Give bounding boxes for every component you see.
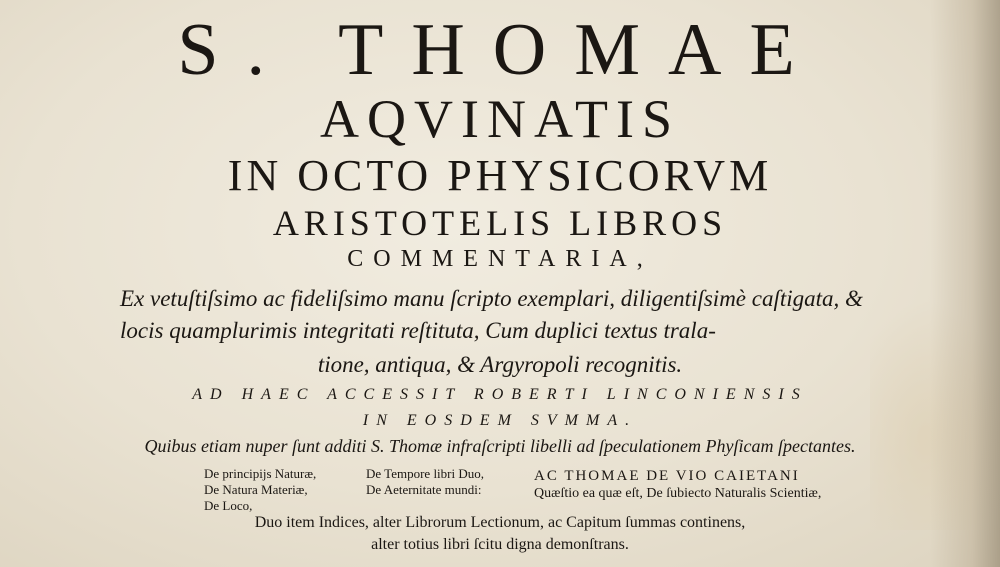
libellus-item: De Natura Materiæ, [204,482,308,497]
libellus-item: De Loco, [204,498,253,513]
libellus-item: De principijs Naturæ, [204,466,317,481]
caietani-line: Quæſtio ea quæ eſt, De ſubiecto Naturalis Scientiæ, [534,486,822,501]
accessit-line-2: IN EOSDEM SVMMA. [362,412,638,429]
indices-line-2: alter totius libri ſcitu digna demonſtrans. [371,536,629,553]
title-line-5: COMMENTARIA, [347,246,653,272]
libelli-column-2 [366,466,484,498]
indices-line-1: Duo item Indices, alter Librorum Lectionum, ac Capitum ſummas continens, [254,514,746,531]
accessit-line-1: AD HAEC ACCESSIT ROBERTI LINCONIENSIS [192,386,808,403]
subtitle-line-2: locis quamplurimis integritati reſtituta, Cum duplici textus trala- [120,318,716,343]
accessit-line-3: Quibus etiam nuper ſunt additi S. Thomæ infraſcripti libelli ad ſpeculationem Phyſicam ſpectantes. [144,436,856,456]
title-line-4: ARISTOTELIS LIBROS [272,203,728,243]
libellus-item: De Tempore libri Duo, [366,466,484,481]
libellus-item: De Aeternitate mundi: [366,482,482,497]
title-line-1: S. THOMAE [177,9,823,91]
subtitle-line-1: Ex vetuſtiſsimo ac fideliſsimo manu ſcripto exemplari, diligentiſsimè caſtigata, & [120,286,863,311]
caietani-heading: AC THOMAE DE VIO CAIETANI [534,468,800,484]
title-line-2: AQVINATIS [320,89,680,149]
subtitle-line-3: tione, antiqua, & Argyropoli recognitis. [317,352,683,377]
title-line-3: IN OCTO PHYSICORVM [227,151,773,200]
libelli-column-1 [204,466,316,514]
